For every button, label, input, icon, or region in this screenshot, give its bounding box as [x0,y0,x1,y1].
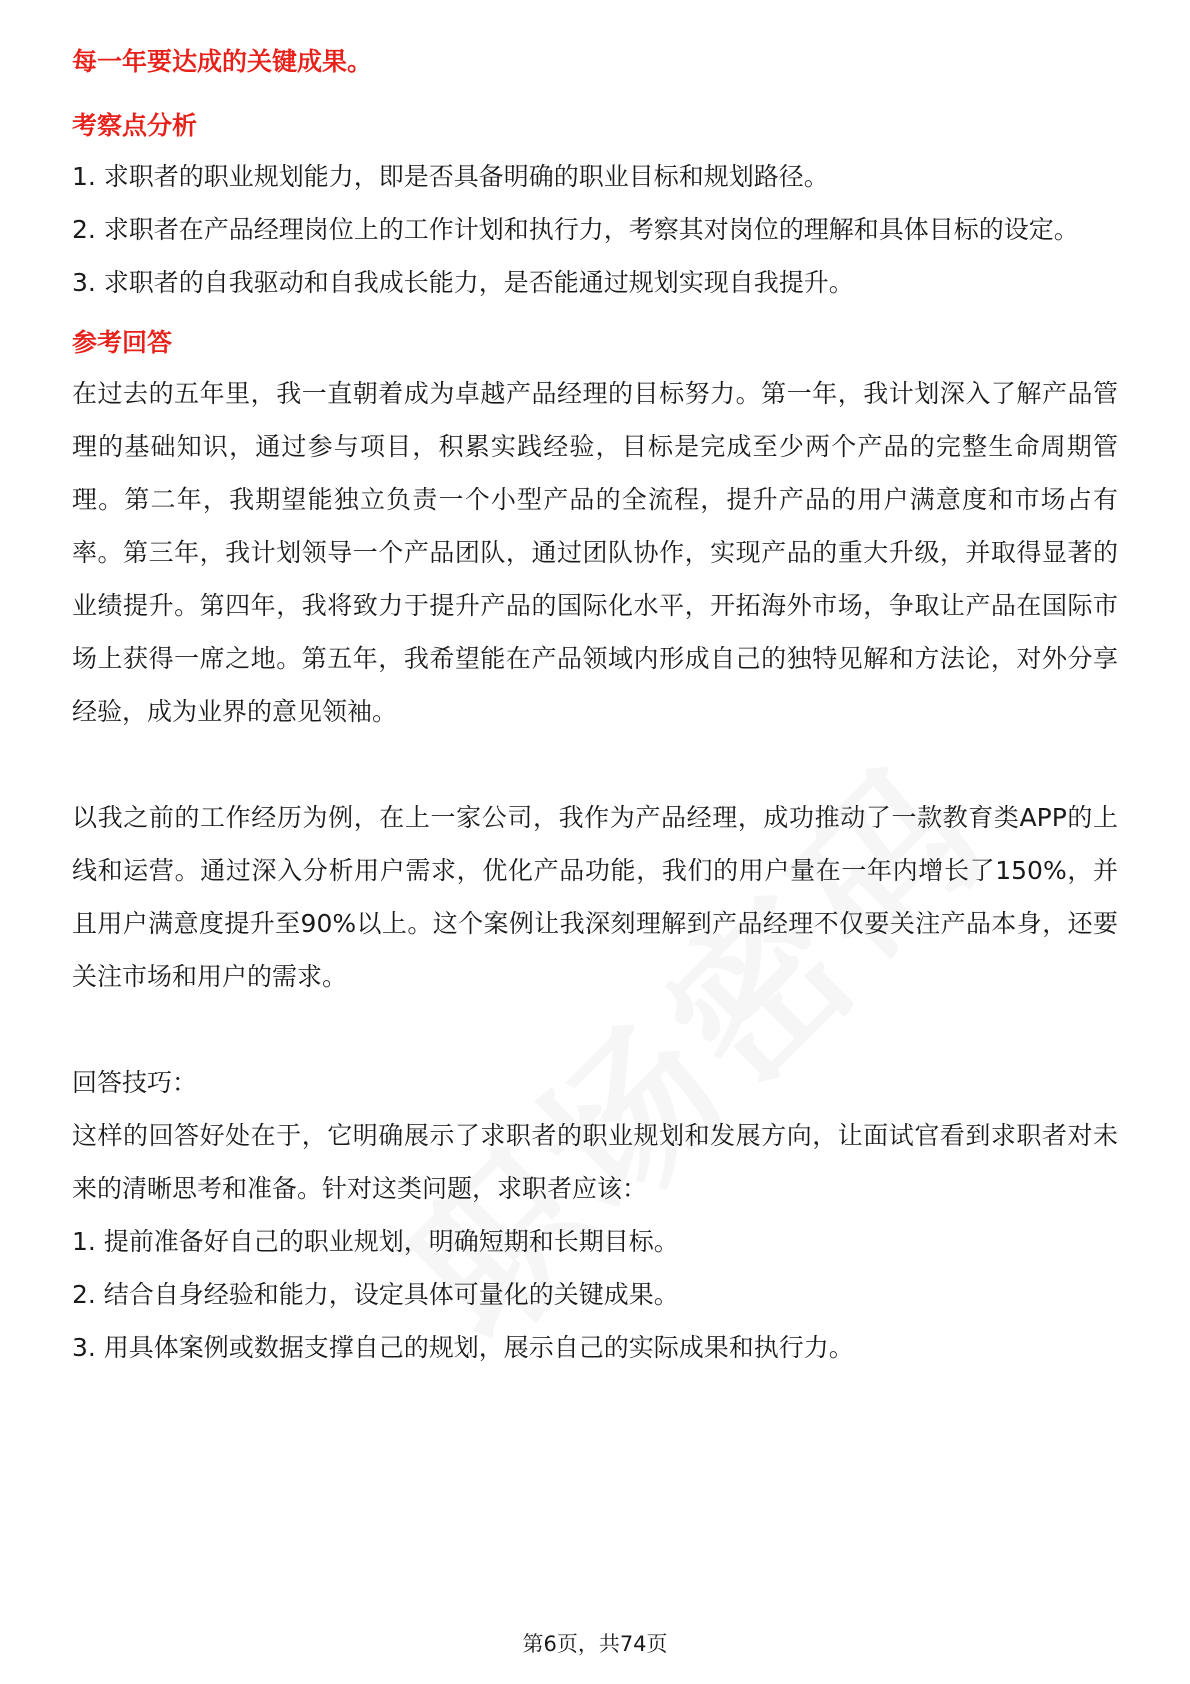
document-page [72,44,1118,1374]
tips-item: 2. 结合自身经验和能力，设定具体可量化的关键成果。 [72,1280,679,1309]
answer-paragraph: 在过去的五年里，我一直朝着成为卓越产品经理的目标努力。第一年，我计划深入了解产品管理的基础知识，通过参与项目，积累实践经验，目标是完成至少两个产品的完整生命周期管理。第二年，我期望能独立负责一个小型产品的全流程，提升产品的用户满意度和市场占有率。第三年，我计划领导一个产品团队，通过团队协作，实现产品的重大升级，并取得显著的业绩提升。第四年，我将致力于提升产品的国际化水平，开拓海外市场，争取让产品在国际市场上获得一席之地。第五年，我希望能在产品领域内形成自己的独特见解和方法论，对外分享经验，成为业界的意见领袖。 [72,379,1118,726]
tips-title: 回答技巧： [72,1068,198,1097]
page-footer: 第6页，共74页 [522,1632,668,1656]
analysis-item: 2. 求职者在产品经理岗位上的工作计划和执行力，考察其对岗位的理解和具体目标的设定。 [72,215,1079,244]
tips-item: 1. 提前准备好自己的职业规划，明确短期和长期目标。 [72,1227,679,1256]
tips-intro: 这样的回答好处在于，它明确展示了求职者的职业规划和发展方向，让面试官看到求职者对未来的清晰思考和准备。针对这类问题，求职者应该： [72,1121,1118,1203]
tips-item: 3. 用具体案例或数据支撑自己的规划，展示自己的实际成果和执行力。 [72,1333,854,1362]
analysis-item: 3. 求职者的自我驱动和自我成长能力，是否能通过规划实现自我提升。 [72,268,854,297]
answer-paragraph: 以我之前的工作经历为例，在上一家公司，我作为产品经理，成功推动了一款教育类APP的上线和运营。通过深入分析用户需求，优化产品功能，我们的用户量在一年内增长了150%，并且用户满意度提升至90%以上。这个案例让我深刻理解到产品经理不仅要关注产品本身，还要关注市场和用户的需求。 [72,803,1118,991]
analysis-item: 1. 求职者的职业规划能力，即是否具备明确的职业目标和规划路径。 [72,162,829,191]
continued-heading: 每一年要达成的关键成果。 [72,47,373,76]
analysis-title: 考察点分析 [72,111,198,140]
answer-title: 参考回答 [72,328,173,357]
